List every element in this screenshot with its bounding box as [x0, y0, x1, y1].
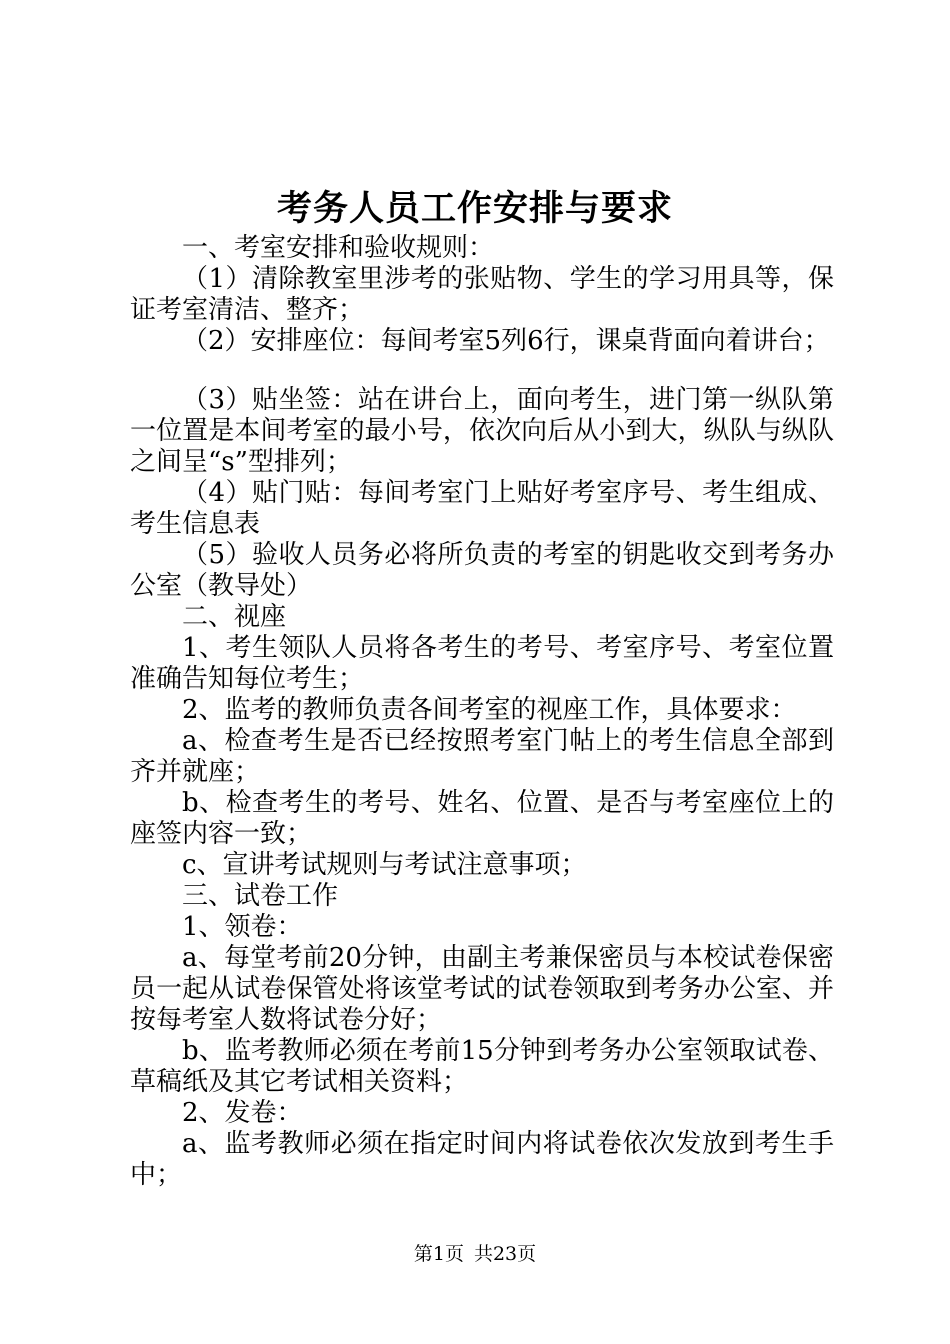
paragraph-papers-1a: a、每堂考前20分钟，由副主考兼保密员与本校试卷保密员一起从试卷保管处将该堂考试的试卷领取到考务办公室、并按每考室人数将试卷分好；	[130, 943, 834, 1035]
section-heading-exam-room: 一、考室安排和验收规则：	[182, 233, 495, 263]
page-title: 考务人员工作安排与要求	[276, 188, 673, 229]
page-total: 共23页	[473, 1243, 537, 1265]
paragraph-rule-2: （2）安排座位：每间考室5列6行，课桌背面向着讲台；	[182, 326, 830, 356]
paragraph-papers-1: 1、领卷：	[182, 912, 303, 942]
section-heading-seating: 二、视座	[182, 602, 287, 632]
document-body	[130, 233, 834, 1191]
paragraph-seating-1: 1、考生领队人员将各考生的考号、考室序号、考室位置准确告知每位考生；	[130, 633, 834, 694]
paragraph-rule-4: （4）贴门贴：每间考室门上贴好考室序号、考生组成、考生信息表	[130, 478, 834, 539]
paragraph-papers-2: 2、发卷：	[182, 1098, 303, 1128]
paragraph-seating-a: a、检查考生是否已经按照考室门帖上的考生信息全部到齐并就座；	[130, 726, 834, 787]
section-heading-papers: 三、试卷工作	[182, 881, 339, 911]
paragraph-seating-2: 2、监考的教师负责各间考室的视座工作，具体要求：	[182, 695, 797, 725]
paragraph-rule-1: （1）清除教室里涉考的张贴物、学生的学习用具等，保证考室清洁、整齐；	[130, 264, 834, 325]
paragraph-papers-1b: b、监考教师必须在考前15分钟到考务办公室领取试卷、草稿纸及其它考试相关资料；	[130, 1036, 834, 1097]
paragraph-seating-c: c、宣讲考试规则与考试注意事项；	[182, 850, 587, 880]
paragraph-rule-3: （3）贴坐签：站在讲台上，面向考生，进门第一纵队第一位置是本间考室的最小号，依次向后从小到大，纵队与纵队之间呈“s”型排列；	[130, 385, 834, 477]
page-number: 第1页	[413, 1243, 464, 1265]
paragraph-seating-b: b、检查考生的考号、姓名、位置、是否与考室座位上的座签内容一致；	[130, 788, 834, 849]
paragraph-rule-5: （5）验收人员务必将所负责的考室的钥匙收交到考务办公室（教导处）	[130, 540, 834, 601]
paragraph-papers-2a: a、监考教师必须在指定时间内将试卷依次发放到考生手中；	[130, 1129, 834, 1190]
page-footer	[0, 1243, 950, 1265]
